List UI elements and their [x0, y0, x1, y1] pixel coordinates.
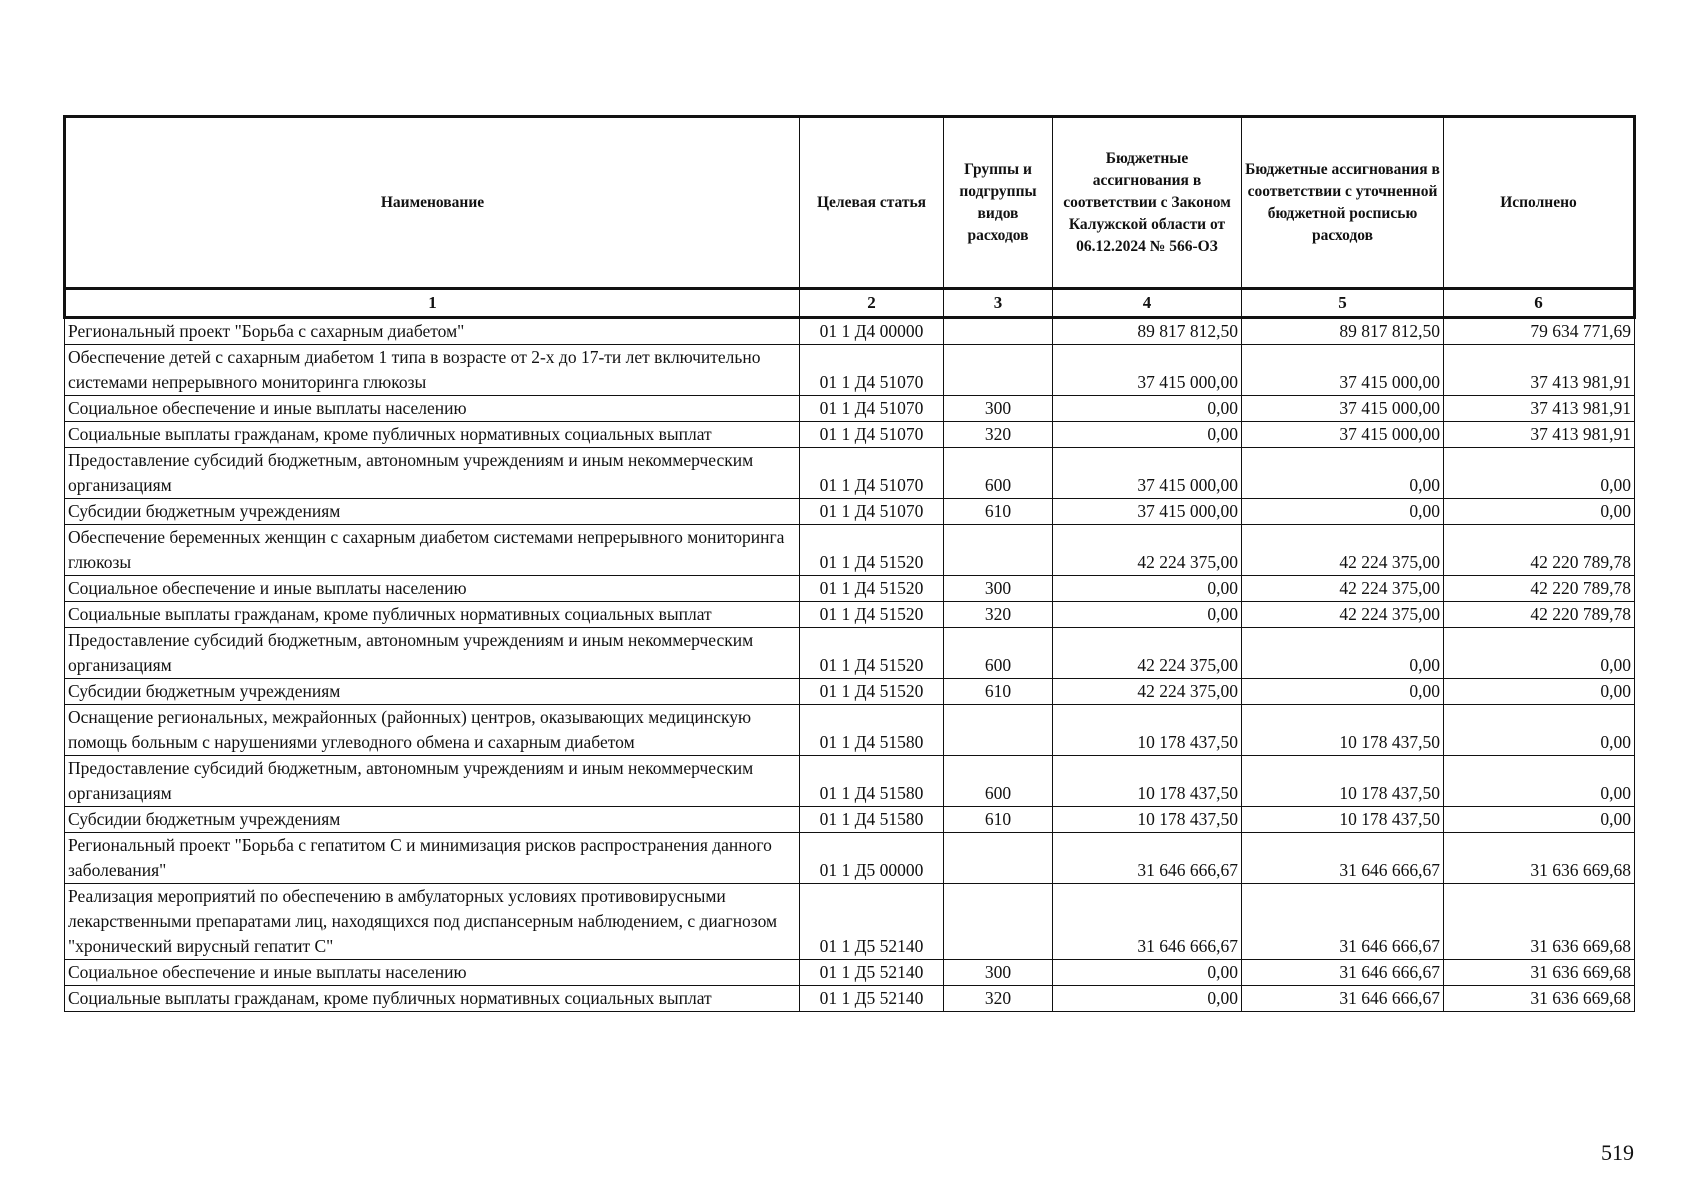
- row-group-cell: 610: [944, 807, 1053, 833]
- row-executed-amount-cell: 42 220 789,78: [1444, 576, 1635, 602]
- row-executed-amount-cell: 79 634 771,69: [1444, 318, 1635, 345]
- row-code-cell: 01 1 Д5 00000: [800, 833, 944, 884]
- table-row: [65, 602, 1635, 628]
- row-group-cell: [944, 705, 1053, 756]
- row-refined-amount-cell: 0,00: [1242, 628, 1444, 679]
- row-executed-amount-cell: 0,00: [1444, 448, 1635, 499]
- row-group-cell: [944, 884, 1053, 960]
- table-row: [65, 884, 1635, 960]
- row-law-amount-cell: 31 646 666,67: [1053, 884, 1242, 960]
- row-law-amount-cell: 0,00: [1053, 396, 1242, 422]
- table-row: [65, 628, 1635, 679]
- row-name-cell: Региональный проект "Борьба с гепатитом С и минимизация рисков распространения данного заболевания": [65, 833, 800, 884]
- column-number: 4: [1053, 289, 1242, 318]
- table-row: [65, 576, 1635, 602]
- row-law-amount-cell: 42 224 375,00: [1053, 628, 1242, 679]
- table-row: [65, 396, 1635, 422]
- table-row: [65, 807, 1635, 833]
- row-executed-amount-cell: 37 413 981,91: [1444, 396, 1635, 422]
- row-code-cell: 01 1 Д4 51070: [800, 448, 944, 499]
- header-refined: Бюджетные ассигнования в соответствии с уточненной бюджетной росписью расходов: [1242, 117, 1444, 289]
- row-code-cell: 01 1 Д4 51070: [800, 499, 944, 525]
- table-row: [65, 318, 1635, 345]
- row-law-amount-cell: 0,00: [1053, 986, 1242, 1012]
- row-refined-amount-cell: 0,00: [1242, 499, 1444, 525]
- row-name-cell: Социальные выплаты гражданам, кроме публичных нормативных социальных выплат: [65, 602, 800, 628]
- row-law-amount-cell: 0,00: [1053, 576, 1242, 602]
- row-code-cell: 01 1 Д4 51520: [800, 525, 944, 576]
- row-group-cell: 600: [944, 628, 1053, 679]
- row-refined-amount-cell: 37 415 000,00: [1242, 396, 1444, 422]
- row-code-cell: 01 1 Д4 51520: [800, 602, 944, 628]
- row-code-cell: 01 1 Д4 51520: [800, 628, 944, 679]
- row-code-cell: 01 1 Д4 51070: [800, 345, 944, 396]
- row-name-cell: Социальное обеспечение и иные выплаты населению: [65, 960, 800, 986]
- row-law-amount-cell: 10 178 437,50: [1053, 807, 1242, 833]
- row-name-cell: Социальные выплаты гражданам, кроме публичных нормативных социальных выплат: [65, 422, 800, 448]
- row-law-amount-cell: 89 817 812,50: [1053, 318, 1242, 345]
- budget-table: [63, 115, 1636, 1012]
- table-row: [65, 448, 1635, 499]
- row-group-cell: 320: [944, 602, 1053, 628]
- row-refined-amount-cell: 42 224 375,00: [1242, 602, 1444, 628]
- header-row: [65, 117, 1635, 289]
- row-refined-amount-cell: 37 415 000,00: [1242, 345, 1444, 396]
- row-group-cell: 600: [944, 756, 1053, 807]
- row-name-cell: Социальные выплаты гражданам, кроме публичных нормативных социальных выплат: [65, 986, 800, 1012]
- row-group-cell: 610: [944, 679, 1053, 705]
- row-code-cell: 01 1 Д4 51580: [800, 756, 944, 807]
- row-name-cell: Социальное обеспечение и иные выплаты населению: [65, 396, 800, 422]
- row-group-cell: [944, 833, 1053, 884]
- page-number: 519: [1601, 1140, 1634, 1165]
- row-name-cell: Субсидии бюджетным учреждениям: [65, 499, 800, 525]
- header-executed: Исполнено: [1444, 117, 1635, 289]
- row-refined-amount-cell: 89 817 812,50: [1242, 318, 1444, 345]
- row-refined-amount-cell: 10 178 437,50: [1242, 756, 1444, 807]
- row-executed-amount-cell: 0,00: [1444, 756, 1635, 807]
- table-header: [65, 117, 1635, 318]
- row-group-cell: [944, 525, 1053, 576]
- row-executed-amount-cell: 0,00: [1444, 499, 1635, 525]
- table-row: [65, 422, 1635, 448]
- table-row: [65, 833, 1635, 884]
- row-name-cell: Обеспечение детей с сахарным диабетом 1 типа в возрасте от 2-х до 17-ти лет включительно системами непрерывного мониторинга глюкозы: [65, 345, 800, 396]
- row-code-cell: 01 1 Д5 52140: [800, 986, 944, 1012]
- row-refined-amount-cell: 10 178 437,50: [1242, 705, 1444, 756]
- row-group-cell: 320: [944, 422, 1053, 448]
- row-executed-amount-cell: 31 636 669,68: [1444, 833, 1635, 884]
- row-refined-amount-cell: 42 224 375,00: [1242, 525, 1444, 576]
- column-number: 3: [944, 289, 1053, 318]
- row-law-amount-cell: 42 224 375,00: [1053, 679, 1242, 705]
- table-row: [65, 960, 1635, 986]
- row-refined-amount-cell: 0,00: [1242, 679, 1444, 705]
- row-executed-amount-cell: 0,00: [1444, 679, 1635, 705]
- row-name-cell: Оснащение региональных, межрайонных (районных) центров, оказывающих медицинскую помощь больным с нарушениями углеводного обмена и сахарным диабетом: [65, 705, 800, 756]
- row-law-amount-cell: 42 224 375,00: [1053, 525, 1242, 576]
- row-group-cell: 300: [944, 960, 1053, 986]
- row-law-amount-cell: 10 178 437,50: [1053, 705, 1242, 756]
- header-law: Бюджетные ассигнования в соответствии с Законом Калужской области от 06.12.2024 № 566-ОЗ: [1053, 117, 1242, 289]
- row-code-cell: 01 1 Д4 51580: [800, 807, 944, 833]
- row-group-cell: 610: [944, 499, 1053, 525]
- row-name-cell: Региональный проект "Борьба с сахарным диабетом": [65, 318, 800, 345]
- row-executed-amount-cell: 31 636 669,68: [1444, 986, 1635, 1012]
- row-code-cell: 01 1 Д4 51520: [800, 576, 944, 602]
- row-group-cell: 300: [944, 576, 1053, 602]
- header-groups: Группы и подгруппы видов расходов: [944, 117, 1053, 289]
- row-name-cell: Предоставление субсидий бюджетным, автономным учреждениям и иным некоммерческим организациям: [65, 448, 800, 499]
- row-law-amount-cell: 37 415 000,00: [1053, 499, 1242, 525]
- row-executed-amount-cell: 42 220 789,78: [1444, 525, 1635, 576]
- row-code-cell: 01 1 Д4 51070: [800, 422, 944, 448]
- column-number: 5: [1242, 289, 1444, 318]
- column-number-row: [65, 289, 1635, 318]
- row-refined-amount-cell: 42 224 375,00: [1242, 576, 1444, 602]
- row-name-cell: Субсидии бюджетным учреждениям: [65, 807, 800, 833]
- table-row: [65, 345, 1635, 396]
- row-law-amount-cell: 10 178 437,50: [1053, 756, 1242, 807]
- row-executed-amount-cell: 0,00: [1444, 628, 1635, 679]
- row-name-cell: Предоставление субсидий бюджетным, автономным учреждениям и иным некоммерческим организациям: [65, 628, 800, 679]
- column-number: 1: [65, 289, 800, 318]
- row-executed-amount-cell: 42 220 789,78: [1444, 602, 1635, 628]
- table-row: [65, 679, 1635, 705]
- row-law-amount-cell: 0,00: [1053, 422, 1242, 448]
- table-row: [65, 525, 1635, 576]
- header-name: Наименование: [65, 117, 800, 289]
- row-code-cell: 01 1 Д5 52140: [800, 960, 944, 986]
- row-executed-amount-cell: 37 413 981,91: [1444, 345, 1635, 396]
- row-executed-amount-cell: 0,00: [1444, 705, 1635, 756]
- row-group-cell: [944, 318, 1053, 345]
- row-code-cell: 01 1 Д4 51520: [800, 679, 944, 705]
- row-refined-amount-cell: 31 646 666,67: [1242, 960, 1444, 986]
- column-number: 6: [1444, 289, 1635, 318]
- row-executed-amount-cell: 0,00: [1444, 807, 1635, 833]
- row-name-cell: Социальное обеспечение и иные выплаты населению: [65, 576, 800, 602]
- row-group-cell: 320: [944, 986, 1053, 1012]
- row-code-cell: 01 1 Д5 52140: [800, 884, 944, 960]
- row-executed-amount-cell: 31 636 669,68: [1444, 884, 1635, 960]
- row-law-amount-cell: 37 415 000,00: [1053, 345, 1242, 396]
- table-row: [65, 499, 1635, 525]
- table-row: [65, 756, 1635, 807]
- table-row: [65, 705, 1635, 756]
- table-body: [65, 318, 1635, 1012]
- row-law-amount-cell: 0,00: [1053, 960, 1242, 986]
- row-name-cell: Обеспечение беременных женщин с сахарным диабетом системами непрерывного мониторинга глюкозы: [65, 525, 800, 576]
- row-executed-amount-cell: 31 636 669,68: [1444, 960, 1635, 986]
- row-name-cell: Предоставление субсидий бюджетным, автономным учреждениям и иным некоммерческим организациям: [65, 756, 800, 807]
- row-group-cell: 600: [944, 448, 1053, 499]
- row-executed-amount-cell: 37 413 981,91: [1444, 422, 1635, 448]
- row-group-cell: 300: [944, 396, 1053, 422]
- row-refined-amount-cell: 31 646 666,67: [1242, 884, 1444, 960]
- row-refined-amount-cell: 37 415 000,00: [1242, 422, 1444, 448]
- table-row: [65, 986, 1635, 1012]
- row-refined-amount-cell: 0,00: [1242, 448, 1444, 499]
- row-law-amount-cell: 31 646 666,67: [1053, 833, 1242, 884]
- row-code-cell: 01 1 Д4 51580: [800, 705, 944, 756]
- row-law-amount-cell: 37 415 000,00: [1053, 448, 1242, 499]
- row-code-cell: 01 1 Д4 00000: [800, 318, 944, 345]
- row-group-cell: [944, 345, 1053, 396]
- row-name-cell: Субсидии бюджетным учреждениям: [65, 679, 800, 705]
- row-refined-amount-cell: 31 646 666,67: [1242, 986, 1444, 1012]
- column-number: 2: [800, 289, 944, 318]
- header-target: Целевая статья: [800, 117, 944, 289]
- row-law-amount-cell: 0,00: [1053, 602, 1242, 628]
- row-refined-amount-cell: 10 178 437,50: [1242, 807, 1444, 833]
- row-code-cell: 01 1 Д4 51070: [800, 396, 944, 422]
- row-name-cell: Реализация мероприятий по обеспечению в амбулаторных условиях противовирусными лекарственными препаратами лиц, находящихся под диспансерным наблюдением, с диагнозом "хронический вирусный гепатит С": [65, 884, 800, 960]
- row-refined-amount-cell: 31 646 666,67: [1242, 833, 1444, 884]
